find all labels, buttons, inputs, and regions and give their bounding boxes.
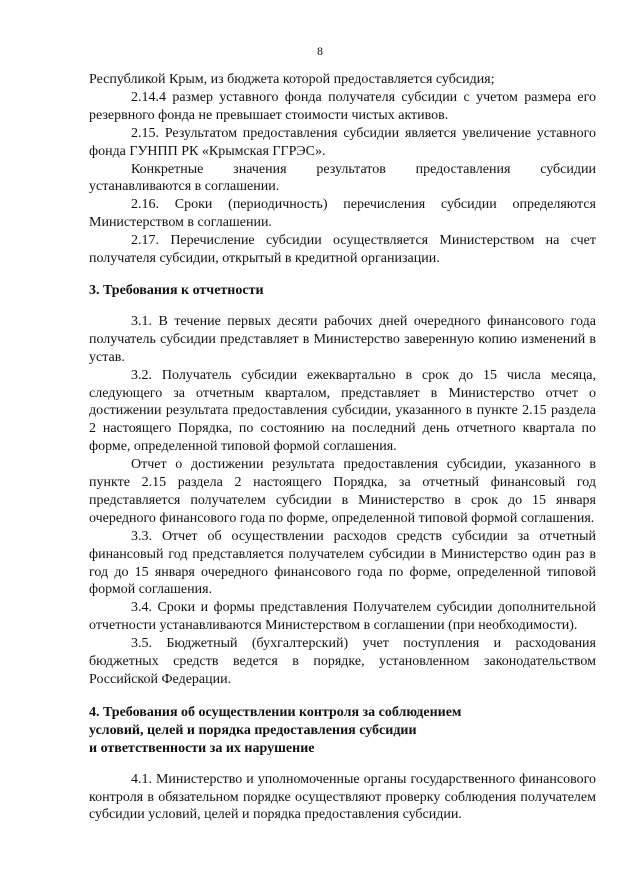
section-4-heading-line-3: и ответственности за их нарушение xyxy=(89,740,315,756)
paragraph-3-2-report: Отчет о достижении результата предоставления субсидии, указанного в пункте 2.15 раздела 2 настоящего Порядка, за отчетный финансовый год представляется получателем субсидии в Министерство в срок до 15 января очередного финансового года по форме, определенной типовой формой соглашения. xyxy=(89,457,596,526)
paragraph-2-15-values: Конкретные значения результатов предоставления субсидии устанавливаются в соглашении. xyxy=(89,161,596,195)
page-number: 8 xyxy=(317,44,323,58)
paragraph-3-3: 3.3. Отчет об осуществлении расходов средств субсидии за отчетный финансовый год представляется получателем субсидии в Министерство один раз в год до 15 января очередного финансового года по форме, определенной типовой формой соглашения. xyxy=(89,528,596,598)
paragraph-4-1: 4.1. Министерство и уполномоченные органы государственного финансового контроля в обязательном порядке осуществляют проверку соблюдения получателем субсидии условий, целей и порядка предоставления субсидии. xyxy=(89,771,596,823)
paragraph-3-4: 3.4. Сроки и формы представления Получателем субсидии дополнительной отчетности устанавливаются Министерством в соглашении (при необходимости). xyxy=(89,600,596,634)
paragraph-2-16: 2.16. Сроки (периодичность) перечисления субсидии определяются Министерством в соглашении. xyxy=(89,197,596,231)
paragraph-2-14-tail: Республикой Крым, из бюджета которой предоставляется субсидия; xyxy=(89,72,495,87)
document-body xyxy=(89,71,596,824)
paragraph-2-17: 2.17. Перечисление субсидии осуществляется Министерством на счет получателя субсидии, открытый в кредитной организации. xyxy=(89,233,596,267)
paragraph-2-15: 2.15. Результатом предоставления субсидии является увеличение уставного фонда ГУНПП РК «Крымская ГГРЭС». xyxy=(89,125,596,159)
paragraph-3-2: 3.2. Получатель субсидии ежеквартально в срок до 15 числа месяца, следующего за отчетным кварталом, представляет в Министерство отчет о достижении результата предоставления субсидии, указанного в пункте 2.15 раздела 2 настоящего Порядка, по состоянию на последний день отчетного квартала по форме, определенной типовой формой соглашения. xyxy=(89,367,596,455)
section-4-heading-line-2: условий, целей и порядка предоставления субсидии xyxy=(89,722,417,738)
paragraph-3-1: 3.1. В течение первых десяти рабочих дней очередного финансового года получатель субсидии представляет в Министерство заверенную копию изменений в устав. xyxy=(89,313,596,365)
section-4-heading xyxy=(89,704,596,758)
paragraph-2-14-4: 2.14.4 размер уставного фонда получателя субсидии с учетом размера его резервного фонда не превышает стоимости чистых активов. xyxy=(89,89,596,123)
section-3-heading: 3. Требования к отчетности xyxy=(89,282,264,298)
section-4-heading-line-1: 4. Требования об осуществлении контроля за соблюдением xyxy=(89,704,462,720)
paragraph-3-5: 3.5. Бюджетный (бухгалтерский) учет поступления и расходования бюджетных средств ведется в порядке, установленном законодательством Российской Федерации. xyxy=(89,636,596,687)
